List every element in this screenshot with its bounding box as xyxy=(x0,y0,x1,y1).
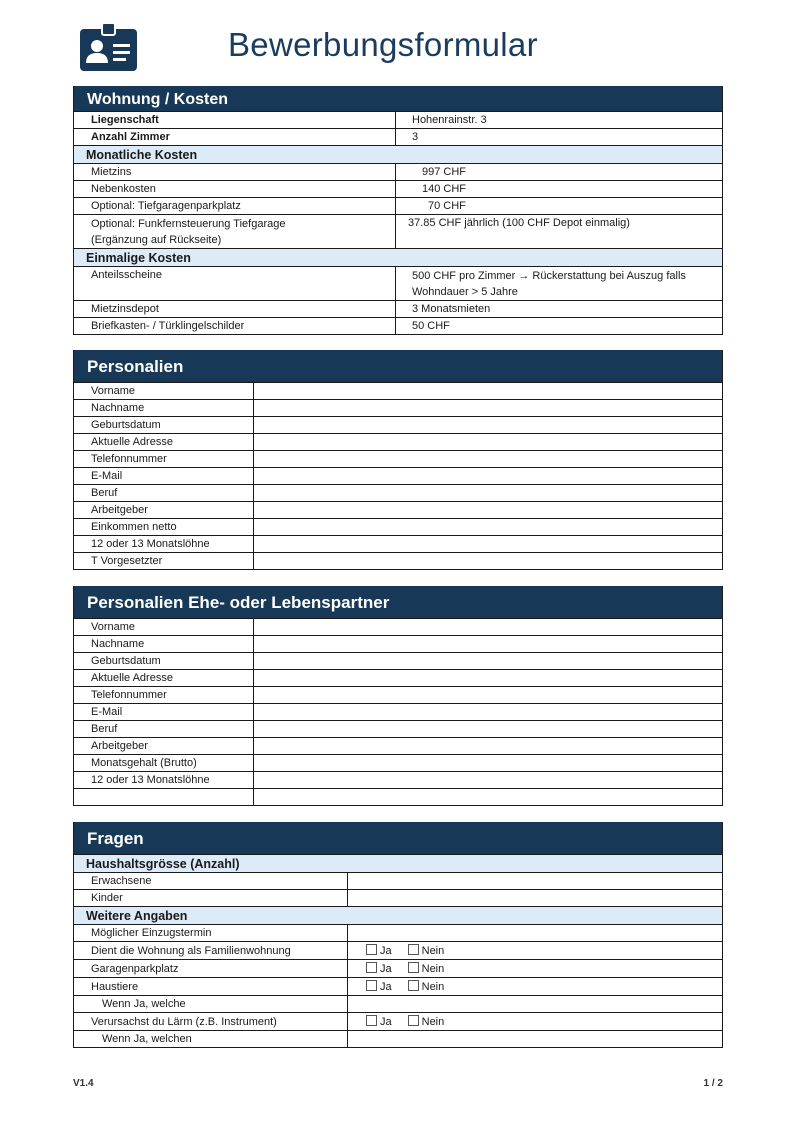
table-row xyxy=(74,652,722,669)
table-row xyxy=(74,737,722,754)
section-title: Wohnung / Kosten xyxy=(74,86,722,111)
no-option[interactable] xyxy=(408,962,445,975)
table-row xyxy=(74,703,722,720)
no-option[interactable] xyxy=(408,1015,445,1028)
row-value[interactable]: Hohenrainstr. 3 xyxy=(412,114,487,126)
yes-option[interactable] xyxy=(366,962,392,975)
row-label: 12 oder 13 Monatslöhne xyxy=(74,536,254,552)
table-row xyxy=(74,163,722,180)
table-row xyxy=(74,214,722,248)
table-row xyxy=(74,266,722,300)
section-title: Personalien Ehe- oder Lebenspartner xyxy=(74,586,722,618)
id-card-icon xyxy=(80,23,137,71)
checkbox-icon[interactable] xyxy=(408,980,419,991)
page-title: Bewerbungsformular xyxy=(228,26,538,63)
row-label: Liegenschaft xyxy=(74,112,396,128)
input-field[interactable] xyxy=(254,485,722,501)
row-label: Möglicher Einzugstermin xyxy=(74,925,348,941)
row-label: E-Mail xyxy=(74,468,254,484)
yes-option[interactable] xyxy=(366,980,392,993)
input-field[interactable] xyxy=(254,383,722,399)
checkbox-icon[interactable] xyxy=(408,944,419,955)
yes-label: Ja xyxy=(380,1016,392,1028)
table-row xyxy=(74,788,722,805)
subsection-title: Einmalige Kosten xyxy=(74,248,722,266)
row-value-line: 500 CHF pro Zimmer → Rückerstattung bei Auszug falls xyxy=(412,269,686,282)
input-field[interactable] xyxy=(254,451,722,467)
input-field[interactable] xyxy=(254,553,722,569)
input-field[interactable] xyxy=(348,996,722,1012)
row-label: Einkommen netto xyxy=(74,519,254,535)
input-field[interactable] xyxy=(254,670,722,686)
row-label: Anteilsscheine xyxy=(74,267,396,300)
input-field[interactable] xyxy=(254,619,722,635)
row-label: Mietzinsdepot xyxy=(74,301,396,317)
table-row xyxy=(74,300,722,317)
row-label: Aktuelle Adresse xyxy=(74,434,254,450)
row-label: Dient die Wohnung als Familienwohnung xyxy=(74,942,348,959)
yes-option[interactable] xyxy=(366,944,392,957)
yes-option[interactable] xyxy=(366,1015,392,1028)
yes-no-group xyxy=(348,942,722,959)
input-field[interactable] xyxy=(348,925,722,941)
row-label: Geburtsdatum xyxy=(74,417,254,433)
checkbox-icon[interactable] xyxy=(366,980,377,991)
input-field[interactable] xyxy=(254,519,722,535)
section-title: Fragen xyxy=(74,822,722,854)
row-label: T Vorgesetzter xyxy=(74,553,254,569)
table-row xyxy=(74,754,722,771)
row-label: Arbeitgeber xyxy=(74,502,254,518)
table-row xyxy=(74,889,722,906)
row-value: 37.85 CHF jährlich (100 CHF Depot einmalig) xyxy=(408,217,630,229)
table-row xyxy=(74,618,722,635)
checkbox-icon[interactable] xyxy=(408,1015,419,1026)
row-value: 3 Monatsmieten xyxy=(412,303,491,315)
input-field[interactable] xyxy=(254,653,722,669)
page-header xyxy=(0,0,800,86)
table-row xyxy=(74,1030,722,1047)
row-label xyxy=(74,789,254,805)
table-row xyxy=(74,995,722,1012)
subsection-title: Monatliche Kosten xyxy=(74,145,722,163)
row-label: Nebenkosten xyxy=(74,181,396,197)
input-field[interactable] xyxy=(348,890,722,906)
row-label: Monatsgehalt (Brutto) xyxy=(74,755,254,771)
table-row xyxy=(74,128,722,145)
section-wohnung-kosten xyxy=(73,86,723,335)
input-field[interactable] xyxy=(254,721,722,737)
footer-version: V1.4 xyxy=(73,1078,94,1089)
table-row xyxy=(74,382,722,399)
yes-no-group xyxy=(348,960,722,977)
no-label: Nein xyxy=(421,981,445,993)
no-label: Nein xyxy=(421,945,445,957)
table-row xyxy=(74,686,722,703)
yes-label: Ja xyxy=(380,963,392,975)
table-row xyxy=(74,977,722,995)
yes-no-group xyxy=(348,978,722,995)
row-value: 140 CHF xyxy=(422,183,467,195)
table-row xyxy=(74,924,722,941)
row-value: 50 CHF xyxy=(412,320,450,332)
input-field[interactable] xyxy=(254,434,722,450)
section-fragen xyxy=(73,822,723,1048)
row-label: Beruf xyxy=(74,485,254,501)
row-value: 70 CHF xyxy=(428,200,466,212)
row-label: Telefonnummer xyxy=(74,687,254,703)
row-label: Geburtsdatum xyxy=(74,653,254,669)
table-row xyxy=(74,535,722,552)
table-row xyxy=(74,518,722,535)
row-label: Aktuelle Adresse xyxy=(74,670,254,686)
subsection-title: Haushaltsgrösse (Anzahl) xyxy=(74,854,722,872)
no-option[interactable] xyxy=(408,980,445,993)
row-value[interactable]: 3 xyxy=(412,131,419,143)
table-row xyxy=(74,484,722,501)
checkbox-icon[interactable] xyxy=(408,962,419,973)
row-label: Vorname xyxy=(74,619,254,635)
row-label: Arbeitgeber xyxy=(74,738,254,754)
table-row xyxy=(74,450,722,467)
row-label: Briefkasten- / Türklingelschilder xyxy=(74,318,396,334)
yes-no-group xyxy=(348,1013,722,1030)
input-field[interactable] xyxy=(254,772,722,788)
input-field[interactable] xyxy=(254,536,722,552)
input-field[interactable] xyxy=(254,738,722,754)
table-row xyxy=(74,399,722,416)
no-label: Nein xyxy=(421,1016,445,1028)
no-label: Nein xyxy=(421,963,445,975)
table-row xyxy=(74,467,722,484)
row-label: Mietzins xyxy=(74,164,396,180)
input-field[interactable] xyxy=(254,468,722,484)
input-field[interactable] xyxy=(254,636,722,652)
table-row xyxy=(74,180,722,197)
input-field[interactable] xyxy=(254,789,722,805)
table-row xyxy=(74,552,722,569)
row-label: Optional: Tiefgaragenparkplatz xyxy=(74,198,396,214)
checkbox-icon[interactable] xyxy=(366,944,377,955)
row-label: E-Mail xyxy=(74,704,254,720)
row-value: 997 CHF xyxy=(422,166,467,178)
input-field[interactable] xyxy=(254,400,722,416)
input-field[interactable] xyxy=(254,687,722,703)
input-field[interactable] xyxy=(254,755,722,771)
row-label: Vorname xyxy=(74,383,254,399)
table-row xyxy=(74,317,722,334)
section-title: Personalien xyxy=(74,350,722,382)
table-row xyxy=(74,669,722,686)
row-label-line: (Ergänzung auf Rückseite) xyxy=(91,233,222,246)
table-row xyxy=(74,959,722,977)
row-label: Nachname xyxy=(74,400,254,416)
section-partner xyxy=(73,586,723,806)
row-label: Anzahl Zimmer xyxy=(74,129,396,145)
subsection-title: Weitere Angaben xyxy=(74,906,722,924)
row-label xyxy=(74,215,396,248)
row-label-line: Optional: Funkfernsteuerung Tiefgarage xyxy=(91,217,286,230)
table-row xyxy=(74,872,722,889)
footer-page-number: 1 / 2 xyxy=(703,1078,723,1089)
yes-label: Ja xyxy=(380,981,392,993)
table-row xyxy=(74,111,722,128)
table-row xyxy=(74,941,722,959)
row-label: Garagenparkplatz xyxy=(74,960,348,977)
input-field[interactable] xyxy=(254,704,722,720)
row-label: Kinder xyxy=(74,890,348,906)
row-label: 12 oder 13 Monatslöhne xyxy=(74,772,254,788)
checkbox-icon[interactable] xyxy=(366,962,377,973)
table-row xyxy=(74,720,722,737)
table-row xyxy=(74,635,722,652)
row-label: Erwachsene xyxy=(74,873,348,889)
table-row xyxy=(74,501,722,518)
row-label: Wenn Ja, welche xyxy=(74,996,348,1012)
input-field[interactable] xyxy=(254,417,722,433)
row-label: Nachname xyxy=(74,636,254,652)
row-label: Telefonnummer xyxy=(74,451,254,467)
row-value-line: Wohndauer > 5 Jahre xyxy=(412,285,518,298)
input-field[interactable] xyxy=(348,1031,722,1047)
table-row xyxy=(74,1012,722,1030)
row-value xyxy=(396,267,722,300)
checkbox-icon[interactable] xyxy=(366,1015,377,1026)
row-label: Beruf xyxy=(74,721,254,737)
input-field[interactable] xyxy=(254,502,722,518)
table-row xyxy=(74,416,722,433)
table-row xyxy=(74,197,722,214)
table-row xyxy=(74,433,722,450)
row-label: Verursachst du Lärm (z.B. Instrument) xyxy=(74,1013,348,1030)
input-field[interactable] xyxy=(348,873,722,889)
no-option[interactable] xyxy=(408,944,445,957)
table-row xyxy=(74,771,722,788)
row-label: Haustiere xyxy=(74,978,348,995)
yes-label: Ja xyxy=(380,945,392,957)
section-personalien xyxy=(73,350,723,570)
row-label: Wenn Ja, welchen xyxy=(74,1031,348,1047)
